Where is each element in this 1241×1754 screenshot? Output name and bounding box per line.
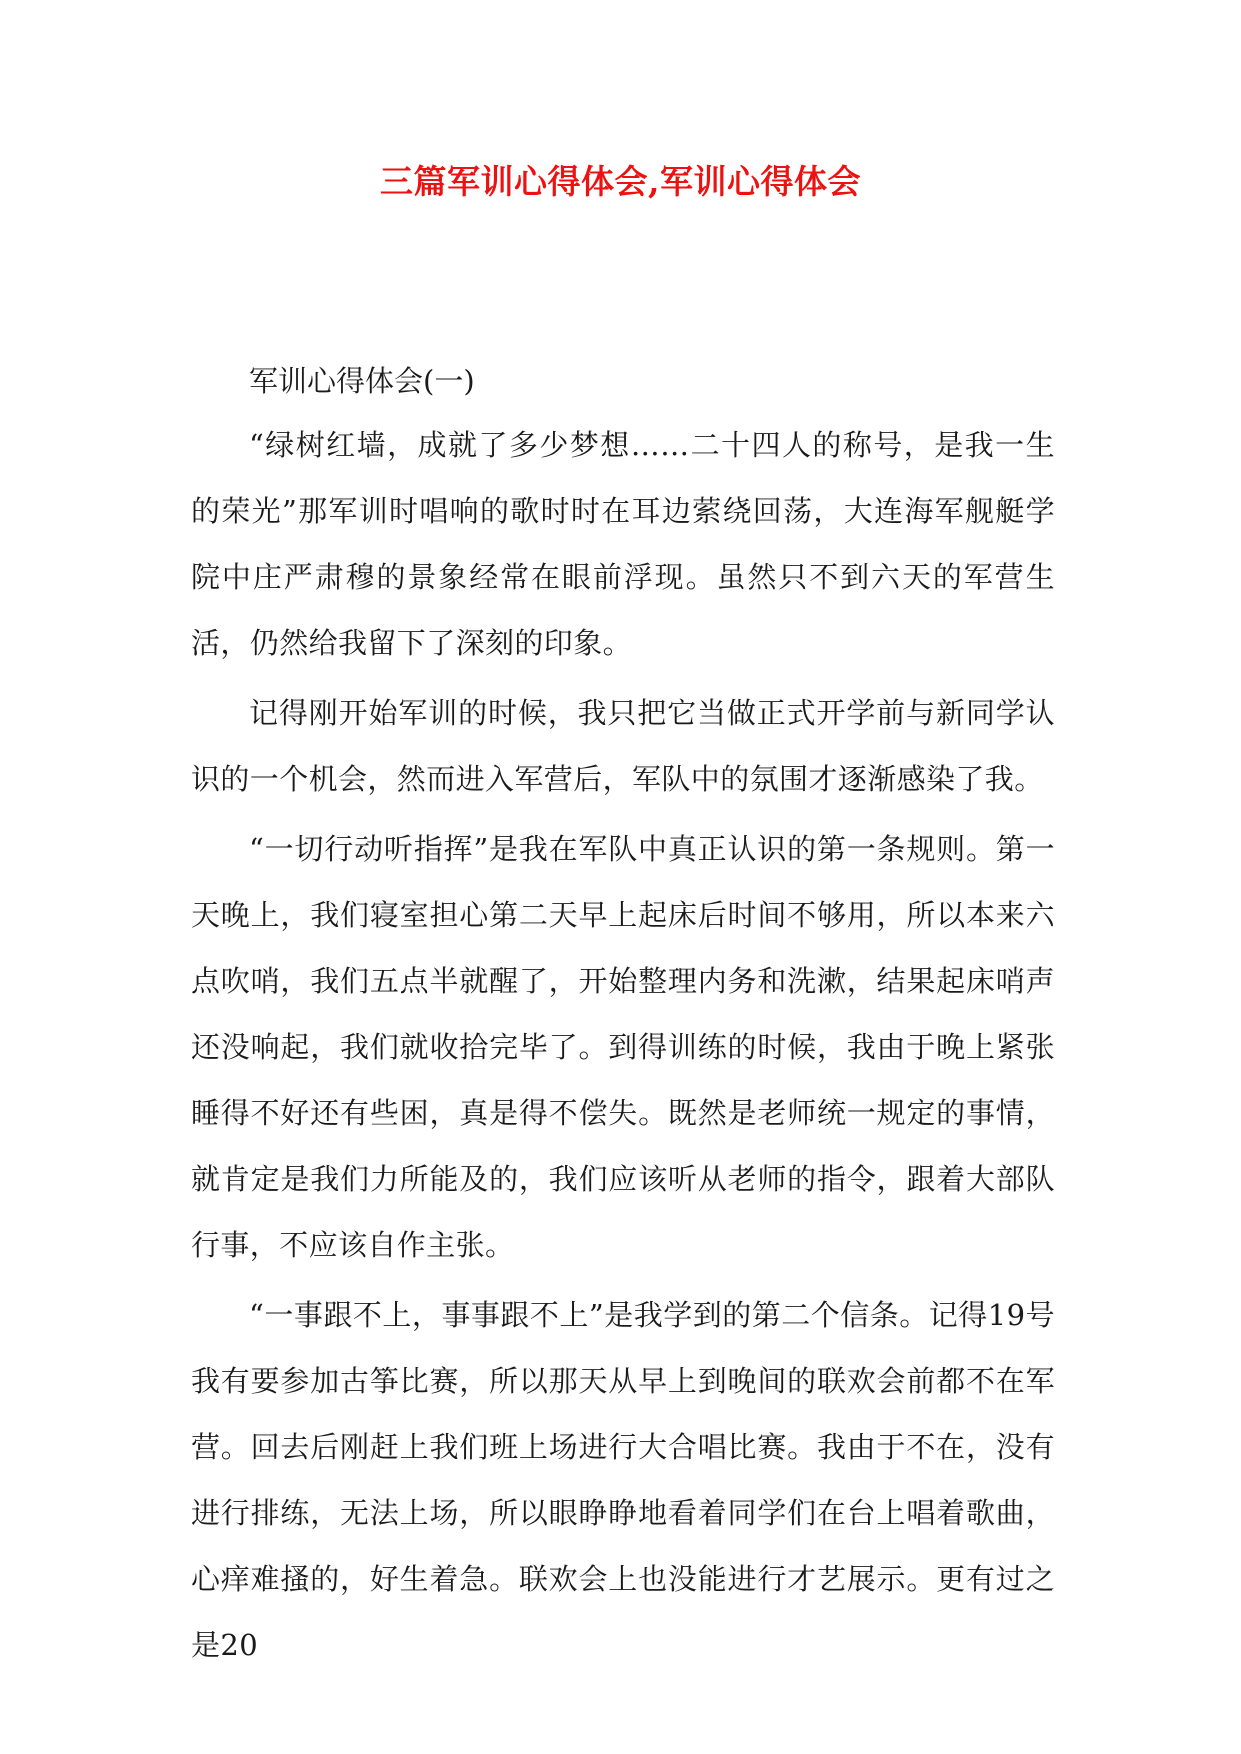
document-body <box>191 354 1055 1682</box>
paragraph: “一事跟不上，事事跟不上”是我学到的第二个信条。记得19号我有要参加古筝比赛，所以那天从早上到晚间的联欢会前都不在军营。回去后刚赶上我们班上场进行大合唱比赛。我由于不在，没有进行排练，无法上场，所以眼睁睁地看着同学们在台上唱着歌曲，心痒难搔的，好生着急。联欢会上也没能进行才艺展示。更有过之是20 <box>191 1298 1055 1662</box>
document-title: 三篇军训心得体会,军训心得体会 <box>380 162 861 201</box>
paragraph: “绿树红墙，成就了多少梦想……二十四人的称号，是我一生的荣光”那军训时唱响的歌时时在耳边萦绕回荡，大连海军舰艇学院中庄严肃穆的景象经常在眼前浮现。虽然只不到六天的军营生活，仍然给我留下了深刻的印象。 <box>191 428 1055 660</box>
section-heading: 军训心得体会(一) <box>249 364 475 398</box>
paragraph: “一切行动听指挥”是我在军队中真正认识的第一条规则。第一天晚上，我们寝室担心第二天早上起床后时间不够用，所以本来六点吹哨，我们五点半就醒了，开始整理内务和洗漱，结果起床哨声还没响起，我们就收拾完毕了。到得训练的时候，我由于晚上紧张睡得不好还有些困，真是得不偿失。既然是老师统一规定的事情，就肯定是我们力所能及的，我们应该听从老师的指令，跟着大部队行事，不应该自作主张。 <box>191 832 1055 1262</box>
paragraph: 记得刚开始军训的时候，我只把它当做正式开学前与新同学认识的一个机会，然而进入军营后，军队中的氛围才逐渐感染了我。 <box>191 696 1055 796</box>
